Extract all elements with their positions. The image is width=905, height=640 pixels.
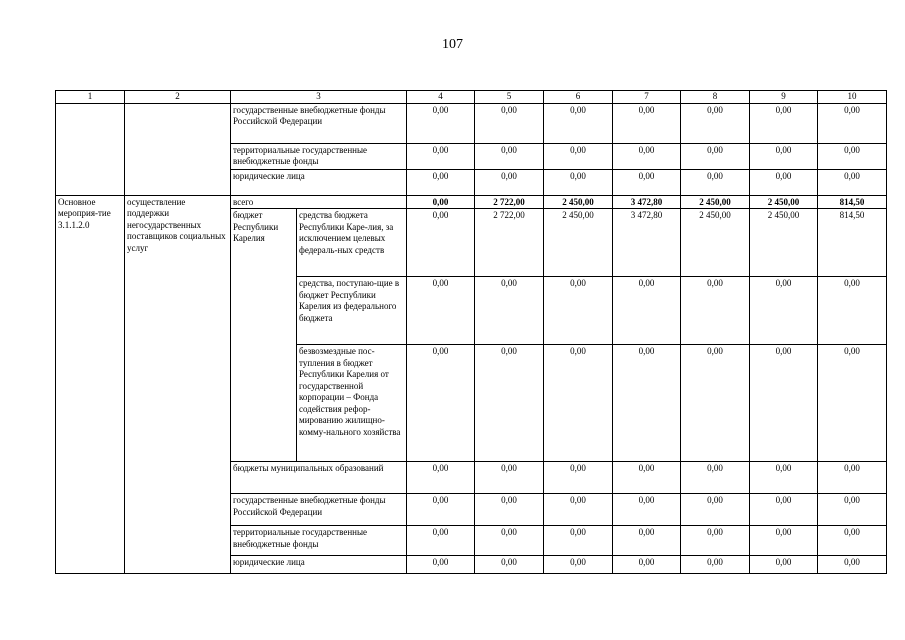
total-value: 0,00 xyxy=(407,195,475,209)
value-cell: 0,00 xyxy=(407,526,475,556)
column-header: 4 xyxy=(407,91,475,104)
total-value: 3 472,80 xyxy=(613,195,681,209)
value-cell: 0,00 xyxy=(681,494,750,526)
source-label: территориальные государственные внебюджетные фонды xyxy=(231,143,407,169)
value-cell: 0,00 xyxy=(407,494,475,526)
total-label: всего xyxy=(231,195,407,209)
value-cell: 2 450,00 xyxy=(750,209,818,277)
value-cell: 0,00 xyxy=(407,209,475,277)
event-name: осуществление поддержки негосударственных поставщиков социальных услуг xyxy=(125,195,231,574)
value-cell: 0,00 xyxy=(681,169,750,195)
value-cell: 0,00 xyxy=(750,494,818,526)
value-cell: 0,00 xyxy=(613,143,681,169)
value-cell: 0,00 xyxy=(681,103,750,143)
value-cell: 0,00 xyxy=(818,556,887,574)
value-cell: 0,00 xyxy=(818,345,887,462)
value-cell: 0,00 xyxy=(613,526,681,556)
column-header: 6 xyxy=(544,91,613,104)
value-cell: 0,00 xyxy=(475,103,544,143)
source-label: бюджеты муниципальных образований xyxy=(231,462,407,494)
value-cell: 0,00 xyxy=(681,526,750,556)
value-cell: 0,00 xyxy=(818,277,887,345)
source-label: средства, поступаю-щие в бюджет Республики Карелия из федерального бюджета xyxy=(297,277,407,345)
value-cell: 0,00 xyxy=(407,462,475,494)
value-cell: 0,00 xyxy=(544,103,613,143)
value-cell: 0,00 xyxy=(613,462,681,494)
value-cell: 0,00 xyxy=(544,277,613,345)
value-cell: 0,00 xyxy=(818,462,887,494)
value-cell: 0,00 xyxy=(475,143,544,169)
budget-table xyxy=(55,90,887,574)
column-header: 1 xyxy=(56,91,125,104)
budget-group-label: бюджет Республики Карелия xyxy=(231,209,297,462)
column-header: 9 xyxy=(750,91,818,104)
source-label: средства бюджета Республики Каре-лия, за исключением целевых федераль-ных средств xyxy=(297,209,407,277)
value-cell: 0,00 xyxy=(818,143,887,169)
value-cell: 0,00 xyxy=(407,103,475,143)
value-cell: 0,00 xyxy=(818,103,887,143)
total-value: 2 450,00 xyxy=(750,195,818,209)
value-cell: 0,00 xyxy=(818,526,887,556)
value-cell: 0,00 xyxy=(613,103,681,143)
table-row xyxy=(56,103,887,143)
column-header: 2 xyxy=(125,91,231,104)
value-cell: 0,00 xyxy=(681,462,750,494)
value-cell: 0,00 xyxy=(544,143,613,169)
code-cell-empty xyxy=(56,103,125,195)
value-cell: 0,00 xyxy=(544,345,613,462)
value-cell: 0,00 xyxy=(750,143,818,169)
value-cell: 0,00 xyxy=(475,494,544,526)
value-cell: 0,00 xyxy=(750,526,818,556)
column-header: 7 xyxy=(613,91,681,104)
source-label: территориальные государственные внебюджетные фонды xyxy=(231,526,407,556)
value-cell: 0,00 xyxy=(613,556,681,574)
value-cell: 0,00 xyxy=(475,526,544,556)
total-value: 814,50 xyxy=(818,195,887,209)
source-label: юридические лица xyxy=(231,169,407,195)
source-label: государственные внебюджетные фонды Российской Федерации xyxy=(231,103,407,143)
total-value: 2 450,00 xyxy=(681,195,750,209)
column-header: 5 xyxy=(475,91,544,104)
value-cell: 3 472,80 xyxy=(613,209,681,277)
value-cell: 0,00 xyxy=(750,345,818,462)
total-value: 2 722,00 xyxy=(475,195,544,209)
value-cell: 0,00 xyxy=(407,169,475,195)
value-cell: 0,00 xyxy=(750,277,818,345)
value-cell: 0,00 xyxy=(750,462,818,494)
column-header: 8 xyxy=(681,91,750,104)
column-header: 3 xyxy=(231,91,407,104)
value-cell: 0,00 xyxy=(475,462,544,494)
value-cell: 2 450,00 xyxy=(681,209,750,277)
value-cell: 0,00 xyxy=(818,494,887,526)
source-label: юридические лица xyxy=(231,556,407,574)
value-cell: 0,00 xyxy=(544,169,613,195)
value-cell: 2 450,00 xyxy=(544,209,613,277)
column-header: 10 xyxy=(818,91,887,104)
table-row xyxy=(56,195,887,209)
column-number-row xyxy=(56,91,887,104)
value-cell: 0,00 xyxy=(681,277,750,345)
value-cell: 0,00 xyxy=(681,556,750,574)
value-cell: 814,50 xyxy=(818,209,887,277)
value-cell: 0,00 xyxy=(407,556,475,574)
name-cell-empty xyxy=(125,103,231,195)
value-cell: 2 722,00 xyxy=(475,209,544,277)
value-cell: 0,00 xyxy=(544,556,613,574)
value-cell: 0,00 xyxy=(681,143,750,169)
value-cell: 0,00 xyxy=(475,277,544,345)
value-cell: 0,00 xyxy=(750,169,818,195)
value-cell: 0,00 xyxy=(613,277,681,345)
value-cell: 0,00 xyxy=(613,494,681,526)
value-cell: 0,00 xyxy=(407,277,475,345)
value-cell: 0,00 xyxy=(544,494,613,526)
total-value: 2 450,00 xyxy=(544,195,613,209)
value-cell: 0,00 xyxy=(544,462,613,494)
event-code: Основное мероприя-тие 3.1.1.2.0 xyxy=(56,195,125,574)
value-cell: 0,00 xyxy=(681,345,750,462)
value-cell: 0,00 xyxy=(475,169,544,195)
page-number: 107 xyxy=(442,37,463,52)
source-label: государственные внебюджетные фонды Российской Федерации xyxy=(231,494,407,526)
value-cell: 0,00 xyxy=(475,556,544,574)
value-cell: 0,00 xyxy=(818,169,887,195)
value-cell: 0,00 xyxy=(544,526,613,556)
value-cell: 0,00 xyxy=(613,169,681,195)
value-cell: 0,00 xyxy=(407,345,475,462)
value-cell: 0,00 xyxy=(407,143,475,169)
value-cell: 0,00 xyxy=(613,345,681,462)
value-cell: 0,00 xyxy=(475,345,544,462)
value-cell: 0,00 xyxy=(750,556,818,574)
value-cell: 0,00 xyxy=(750,103,818,143)
source-label: безвозмездные пос-тупления в бюджет Республики Карелия от государственной корпорации – Фонда содействия рефор-мированию жилищно-комму-нального хозяйства xyxy=(297,345,407,462)
